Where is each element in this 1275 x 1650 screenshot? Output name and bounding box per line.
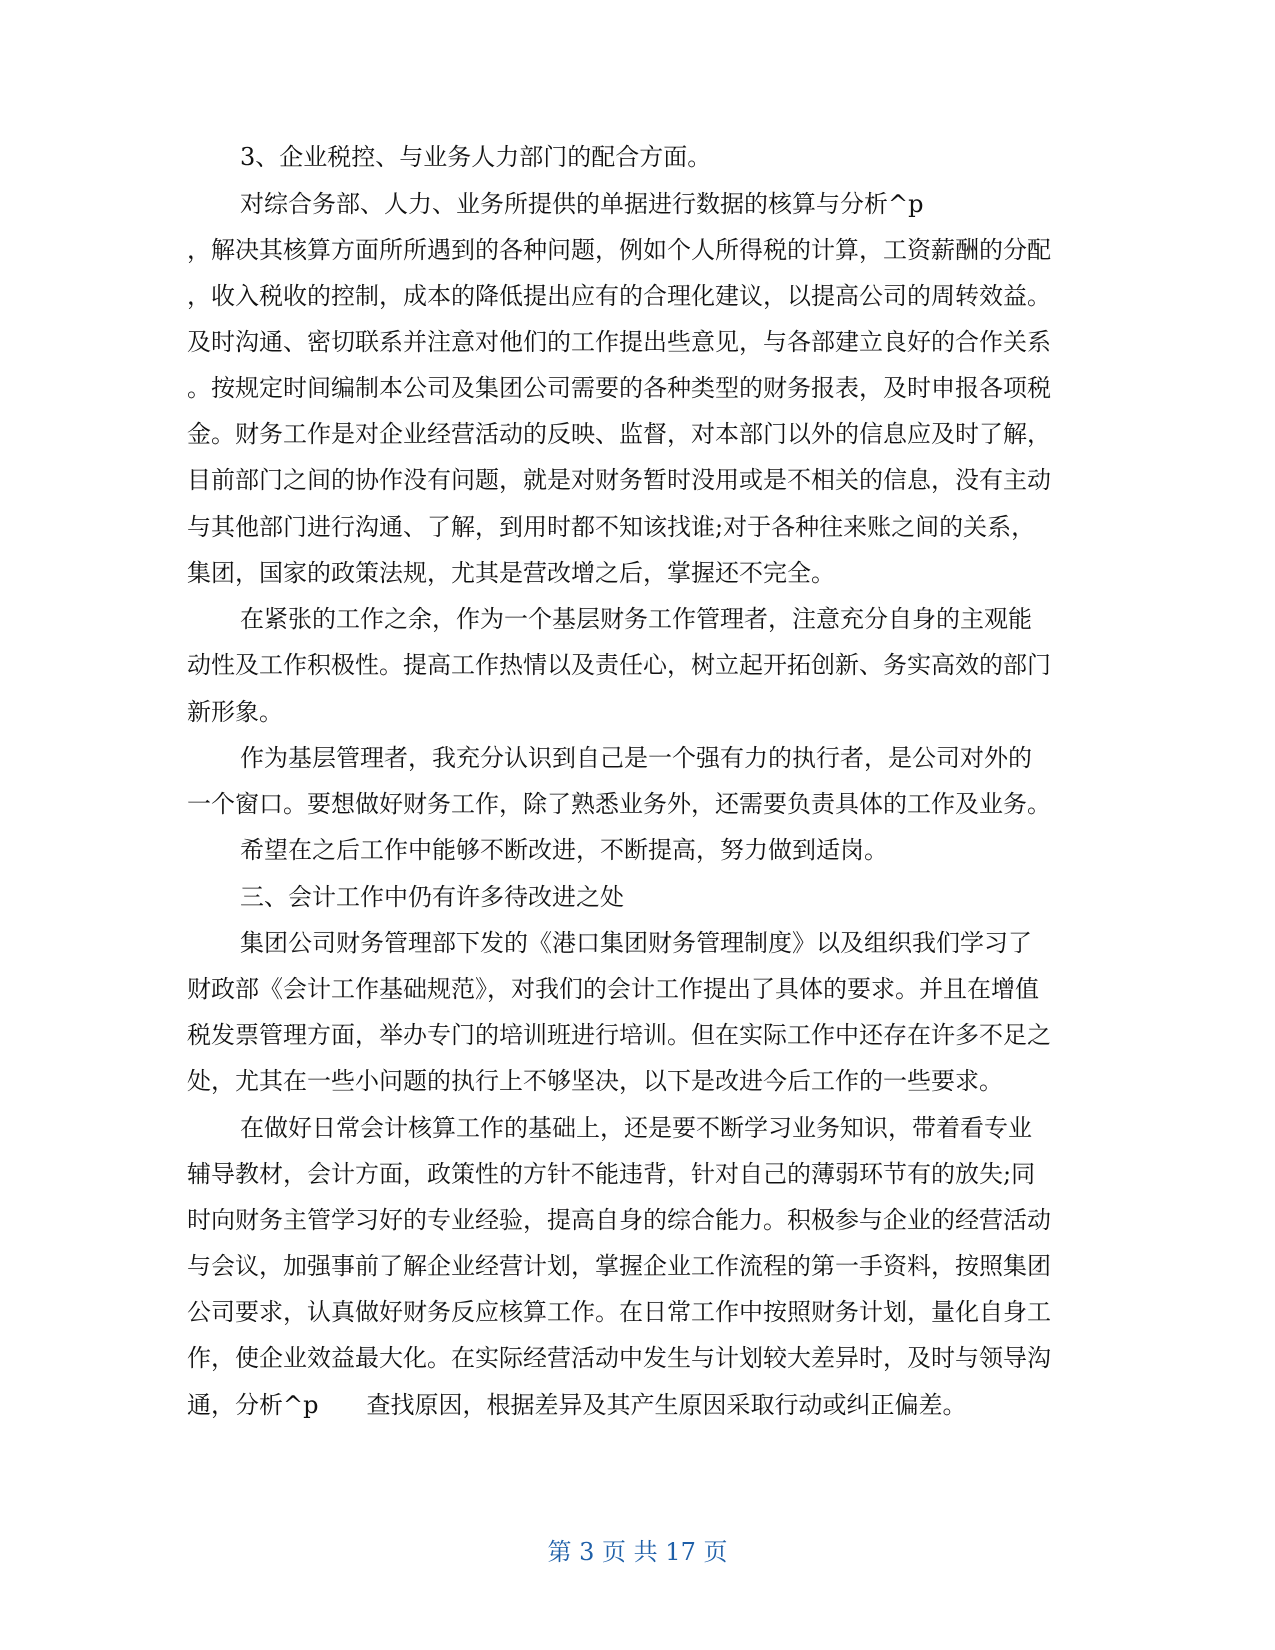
body-line: 动性及工作积极性。提高工作热情以及责任心，树立起开拓创新、务实高效的部门 [187,651,1051,679]
body-line: 与其他部门进行沟通、了解，到用时都不知该找谁;对于各种往来账之间的关系， [187,513,1036,541]
body-line: 一个窗口。要想做好财务工作，除了熟悉业务外，还需要负责具体的工作及业务。 [187,790,1051,818]
body-line: 目前部门之间的协作没有问题，就是对财务暂时没用或是不相关的信息，没有主动 [187,466,1051,494]
body-line: 在紧张的工作之余，作为一个基层财务工作管理者，注意充分自身的主观能 [240,605,1032,633]
body-line: 对综合务部、人力、业务所提供的单据进行数据的核算与分析^p [240,190,924,218]
section-heading: 三、会计工作中仍有许多待改进之处 [240,883,624,911]
body-line: 集团，国家的政策法规，尤其是营改增之后，掌握还不完全。 [187,559,835,587]
body-line: 。按规定时间编制本公司及集团公司需要的各种类型的财务报表，及时申报各项税 [187,374,1051,402]
body-line: 税发票管理方面，举办专门的培训班进行培训。但在实际工作中还存在许多不足之 [187,1021,1051,1049]
body-line: 新形象。 [187,698,283,726]
page-footer: 第 3 页 共 17 页 [547,1538,728,1566]
body-line: ，解决其核算方面所所遇到的各种问题，例如个人所得税的计算，工资薪酬的分配 [187,236,1051,264]
body-line: 财政部《会计工作基础规范》，对我们的会计工作提出了具体的要求。并且在增值 [187,975,1039,1003]
body-line: 作，使企业效益最大化。在实际经营活动中发生与计划较大差异时，及时与领导沟 [187,1344,1051,1372]
body-line: 及时沟通、密切联系并注意对他们的工作提出些意见，与各部建立良好的合作关系 [187,328,1051,356]
body-line: 时向财务主管学习好的专业经验，提高自身的综合能力。积极参与企业的经营活动 [187,1206,1051,1234]
body-line: 通，分析^p 查找原因，根据差异及其产生原因采取行动或纠正偏差。 [187,1391,967,1419]
body-line: 辅导教材，会计方面，政策性的方针不能违背，针对自己的薄弱环节有的放失;同 [187,1160,1036,1188]
body-line: 希望在之后工作中能够不断改进，不断提高，努力做到适岗。 [240,836,888,864]
body-line: 在做好日常会计核算工作的基础上，还是要不断学习业务知识，带着看专业 [240,1114,1032,1142]
body-line: 公司要求，认真做好财务反应核算工作。在日常工作中按照财务计划，量化自身工 [187,1298,1051,1326]
body-line: 与会议，加强事前了解企业经营计划，掌握企业工作流程的第一手资料，按照集团 [187,1252,1051,1280]
body-line: 3、企业税控、与业务人力部门的配合方面。 [240,143,712,171]
body-line: 金。财务工作是对企业经营活动的反映、监督，对本部门以外的信息应及时了解， [187,420,1051,448]
body-line: 处，尤其在一些小问题的执行上不够坚决，以下是改进今后工作的一些要求。 [187,1067,1003,1095]
body-line: 作为基层管理者，我充分认识到自己是一个强有力的执行者，是公司对外的 [240,744,1032,772]
body-line: 集团公司财务管理部下发的《港口集团财务管理制度》以及组织我们学习了 [240,929,1032,957]
body-line: ，收入税收的控制，成本的降低提出应有的合理化建议，以提高公司的周转效益。 [187,282,1051,310]
